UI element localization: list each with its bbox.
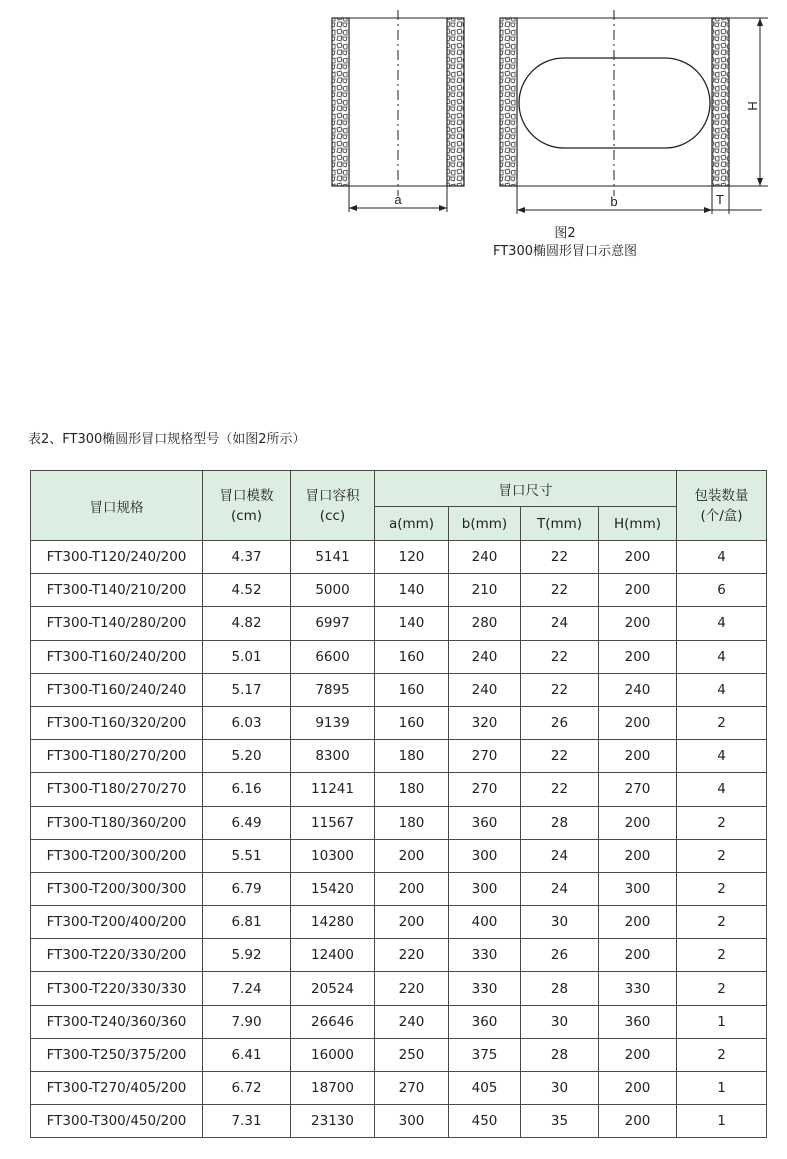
table-cell: 160 xyxy=(375,673,449,706)
table-row xyxy=(31,706,767,739)
table-cell: FT300-T160/320/200 xyxy=(31,706,203,739)
table-cell: 24 xyxy=(521,839,599,872)
table-cell: 250 xyxy=(375,1038,449,1071)
table-cell: FT300-T160/240/240 xyxy=(31,673,203,706)
table-cell: 30 xyxy=(521,906,599,939)
header-a: a(mm) xyxy=(375,507,449,541)
table-cell: FT300-T250/375/200 xyxy=(31,1038,203,1071)
header-pack: 包装数量 (个/盒) xyxy=(677,471,767,541)
table-cell: 2 xyxy=(677,939,767,972)
table-cell: 330 xyxy=(449,939,521,972)
round-riser-side-view xyxy=(332,10,464,212)
table-cell: 270 xyxy=(449,740,521,773)
table-cell: 240 xyxy=(449,640,521,673)
table-row xyxy=(31,607,767,640)
table-cell: 180 xyxy=(375,740,449,773)
table-row xyxy=(31,1072,767,1105)
right-wall xyxy=(712,18,729,186)
table-cell: 4 xyxy=(677,640,767,673)
table-cell: 140 xyxy=(375,574,449,607)
table-cell: 2 xyxy=(677,972,767,1005)
table-cell: 8300 xyxy=(291,740,375,773)
table-cell: 2 xyxy=(677,806,767,839)
table-cell: 300 xyxy=(599,872,677,905)
table-cell: 35 xyxy=(521,1105,599,1138)
table-row xyxy=(31,773,767,806)
spec-table xyxy=(30,470,767,1138)
table-cell: FT300-T140/210/200 xyxy=(31,574,203,607)
table-cell: 6.79 xyxy=(203,872,291,905)
table-cell: 280 xyxy=(449,607,521,640)
table-cell: 5.17 xyxy=(203,673,291,706)
table-title: 表2、FT300椭圆形冒口规格型号（如图2所示） xyxy=(28,432,306,447)
table-cell: 2 xyxy=(677,706,767,739)
table-cell: 200 xyxy=(599,806,677,839)
table-cell: 200 xyxy=(599,1072,677,1105)
table-cell: 4 xyxy=(677,673,767,706)
table-cell: FT300-T240/360/360 xyxy=(31,1005,203,1038)
table-cell: 6.41 xyxy=(203,1038,291,1071)
table-cell: 6.81 xyxy=(203,906,291,939)
table-cell: FT300-T180/270/270 xyxy=(31,773,203,806)
table-cell: 240 xyxy=(375,1005,449,1038)
table-cell: 12400 xyxy=(291,939,375,972)
table-row xyxy=(31,939,767,972)
table-row xyxy=(31,1038,767,1071)
label-H: H xyxy=(745,101,760,111)
table-cell: 400 xyxy=(449,906,521,939)
table-cell: 6 xyxy=(677,574,767,607)
table-cell: FT300-T200/300/300 xyxy=(31,872,203,905)
table-cell: 200 xyxy=(599,640,677,673)
table-cell: 200 xyxy=(375,839,449,872)
header-dims: 冒口尺寸 xyxy=(375,471,677,507)
table-cell: 330 xyxy=(449,972,521,1005)
table-cell: 180 xyxy=(375,773,449,806)
table-cell: FT300-T300/450/200 xyxy=(31,1105,203,1138)
table-cell: 10300 xyxy=(291,839,375,872)
table-cell: 7.90 xyxy=(203,1005,291,1038)
table-cell: 320 xyxy=(449,706,521,739)
table-cell: 6997 xyxy=(291,607,375,640)
table-cell: 4 xyxy=(677,541,767,574)
table-body xyxy=(31,541,767,1138)
table-cell: 2 xyxy=(677,839,767,872)
table-cell: 375 xyxy=(449,1038,521,1071)
table-cell: 22 xyxy=(521,673,599,706)
table-cell: 270 xyxy=(375,1072,449,1105)
table-cell: 14280 xyxy=(291,906,375,939)
table-cell: 360 xyxy=(449,806,521,839)
table-cell: 200 xyxy=(599,1105,677,1138)
table-cell: 30 xyxy=(521,1072,599,1105)
table-cell: 2 xyxy=(677,872,767,905)
table-cell: 11567 xyxy=(291,806,375,839)
table-cell: 200 xyxy=(599,574,677,607)
table-cell: 200 xyxy=(599,939,677,972)
table-cell: 180 xyxy=(375,806,449,839)
table-cell: 22 xyxy=(521,740,599,773)
table-cell: 4.82 xyxy=(203,607,291,640)
label-b: b xyxy=(610,194,618,209)
figure-caption-number: 图2 xyxy=(554,226,576,241)
table-cell: 200 xyxy=(599,607,677,640)
table-cell: 270 xyxy=(599,773,677,806)
table-cell: 450 xyxy=(449,1105,521,1138)
table-cell: 6600 xyxy=(291,640,375,673)
table-cell: 16000 xyxy=(291,1038,375,1071)
table-cell: 28 xyxy=(521,972,599,1005)
table-cell: 9139 xyxy=(291,706,375,739)
table-cell: 220 xyxy=(375,972,449,1005)
table-row xyxy=(31,1105,767,1138)
table-cell: 5.51 xyxy=(203,839,291,872)
table-cell: 20524 xyxy=(291,972,375,1005)
table-cell: FT300-T220/330/330 xyxy=(31,972,203,1005)
table-cell: FT300-T120/240/200 xyxy=(31,541,203,574)
table-cell: 28 xyxy=(521,806,599,839)
table-cell: FT300-T180/270/200 xyxy=(31,740,203,773)
table-cell: 15420 xyxy=(291,872,375,905)
table-cell: FT300-T160/240/200 xyxy=(31,640,203,673)
header-h: H(mm) xyxy=(599,507,677,541)
table-row xyxy=(31,839,767,872)
table-cell: 160 xyxy=(375,706,449,739)
table-cell: 360 xyxy=(449,1005,521,1038)
table-row xyxy=(31,574,767,607)
table-row xyxy=(31,872,767,905)
table-cell: 5141 xyxy=(291,541,375,574)
header-modulus: 冒口模数 (cm) xyxy=(203,471,291,541)
table-cell: 26646 xyxy=(291,1005,375,1038)
table-cell: 6.72 xyxy=(203,1072,291,1105)
table-cell: 300 xyxy=(449,872,521,905)
table-cell: 7.24 xyxy=(203,972,291,1005)
table-cell: FT300-T200/400/200 xyxy=(31,906,203,939)
table-cell: 300 xyxy=(449,839,521,872)
table-cell: 200 xyxy=(599,1038,677,1071)
table-cell: 24 xyxy=(521,607,599,640)
table-cell: 6.16 xyxy=(203,773,291,806)
table-cell: 160 xyxy=(375,640,449,673)
label-T: T xyxy=(716,192,724,207)
left-wall xyxy=(500,18,517,186)
table-cell: 200 xyxy=(375,872,449,905)
table-cell: 240 xyxy=(599,673,677,706)
table-cell: 270 xyxy=(449,773,521,806)
table-cell: 5.20 xyxy=(203,740,291,773)
table-cell: FT300-T220/330/200 xyxy=(31,939,203,972)
table-cell: 30 xyxy=(521,1005,599,1038)
table-cell: 18700 xyxy=(291,1072,375,1105)
table-cell: 200 xyxy=(599,706,677,739)
table-cell: FT300-T180/360/200 xyxy=(31,806,203,839)
table-row xyxy=(31,640,767,673)
table-cell: 240 xyxy=(449,673,521,706)
table-cell: 210 xyxy=(449,574,521,607)
table-cell: 5000 xyxy=(291,574,375,607)
table-row xyxy=(31,740,767,773)
header-volume: 冒口容积 (cc) xyxy=(291,471,375,541)
table-cell: 22 xyxy=(521,574,599,607)
oval-riser-side-view xyxy=(500,10,768,214)
header-b: b(mm) xyxy=(449,507,521,541)
table-cell: FT300-T270/405/200 xyxy=(31,1072,203,1105)
table-cell: FT300-T140/280/200 xyxy=(31,607,203,640)
table-cell: 1 xyxy=(677,1072,767,1105)
table-cell: 22 xyxy=(521,541,599,574)
table-cell: 200 xyxy=(599,740,677,773)
table-cell: 220 xyxy=(375,939,449,972)
table-cell: 4 xyxy=(677,740,767,773)
label-a: a xyxy=(394,192,402,207)
table-cell: 140 xyxy=(375,607,449,640)
header-spec: 冒口规格 xyxy=(31,471,203,541)
table-row xyxy=(31,673,767,706)
table-row xyxy=(31,1005,767,1038)
table-cell: 120 xyxy=(375,541,449,574)
table-cell: 330 xyxy=(599,972,677,1005)
table-cell: 22 xyxy=(521,773,599,806)
table-cell: 4 xyxy=(677,773,767,806)
table-cell: 5.92 xyxy=(203,939,291,972)
left-wall xyxy=(332,18,349,186)
table-cell: 4.52 xyxy=(203,574,291,607)
table-cell: 2 xyxy=(677,1038,767,1071)
table-row xyxy=(31,972,767,1005)
table-cell: 22 xyxy=(521,640,599,673)
figure-caption-title: FT300椭圆形冒口示意图 xyxy=(492,244,637,259)
table-row xyxy=(31,541,767,574)
table-cell: 360 xyxy=(599,1005,677,1038)
table-cell: 6.49 xyxy=(203,806,291,839)
table-cell: 5.01 xyxy=(203,640,291,673)
table-cell: 1 xyxy=(677,1005,767,1038)
table-cell: 2 xyxy=(677,906,767,939)
right-wall xyxy=(447,18,464,186)
table-cell: 4.37 xyxy=(203,541,291,574)
table-cell: 405 xyxy=(449,1072,521,1105)
header-t: T(mm) xyxy=(521,507,599,541)
table-cell: 6.03 xyxy=(203,706,291,739)
table-cell: 26 xyxy=(521,939,599,972)
table-cell: 300 xyxy=(375,1105,449,1138)
table-cell: 23130 xyxy=(291,1105,375,1138)
table-cell: 28 xyxy=(521,1038,599,1071)
table-cell: FT300-T200/300/200 xyxy=(31,839,203,872)
table-cell: 200 xyxy=(375,906,449,939)
table-cell: 1 xyxy=(677,1105,767,1138)
table-cell: 7895 xyxy=(291,673,375,706)
table-cell: 200 xyxy=(599,541,677,574)
table-cell: 200 xyxy=(599,839,677,872)
table-cell: 240 xyxy=(449,541,521,574)
table-cell: 11241 xyxy=(291,773,375,806)
table-cell: 26 xyxy=(521,706,599,739)
table-row xyxy=(31,806,767,839)
table-cell: 24 xyxy=(521,872,599,905)
table-cell: 200 xyxy=(599,906,677,939)
table-cell: 7.31 xyxy=(203,1105,291,1138)
table-row xyxy=(31,906,767,939)
table-cell: 4 xyxy=(677,607,767,640)
